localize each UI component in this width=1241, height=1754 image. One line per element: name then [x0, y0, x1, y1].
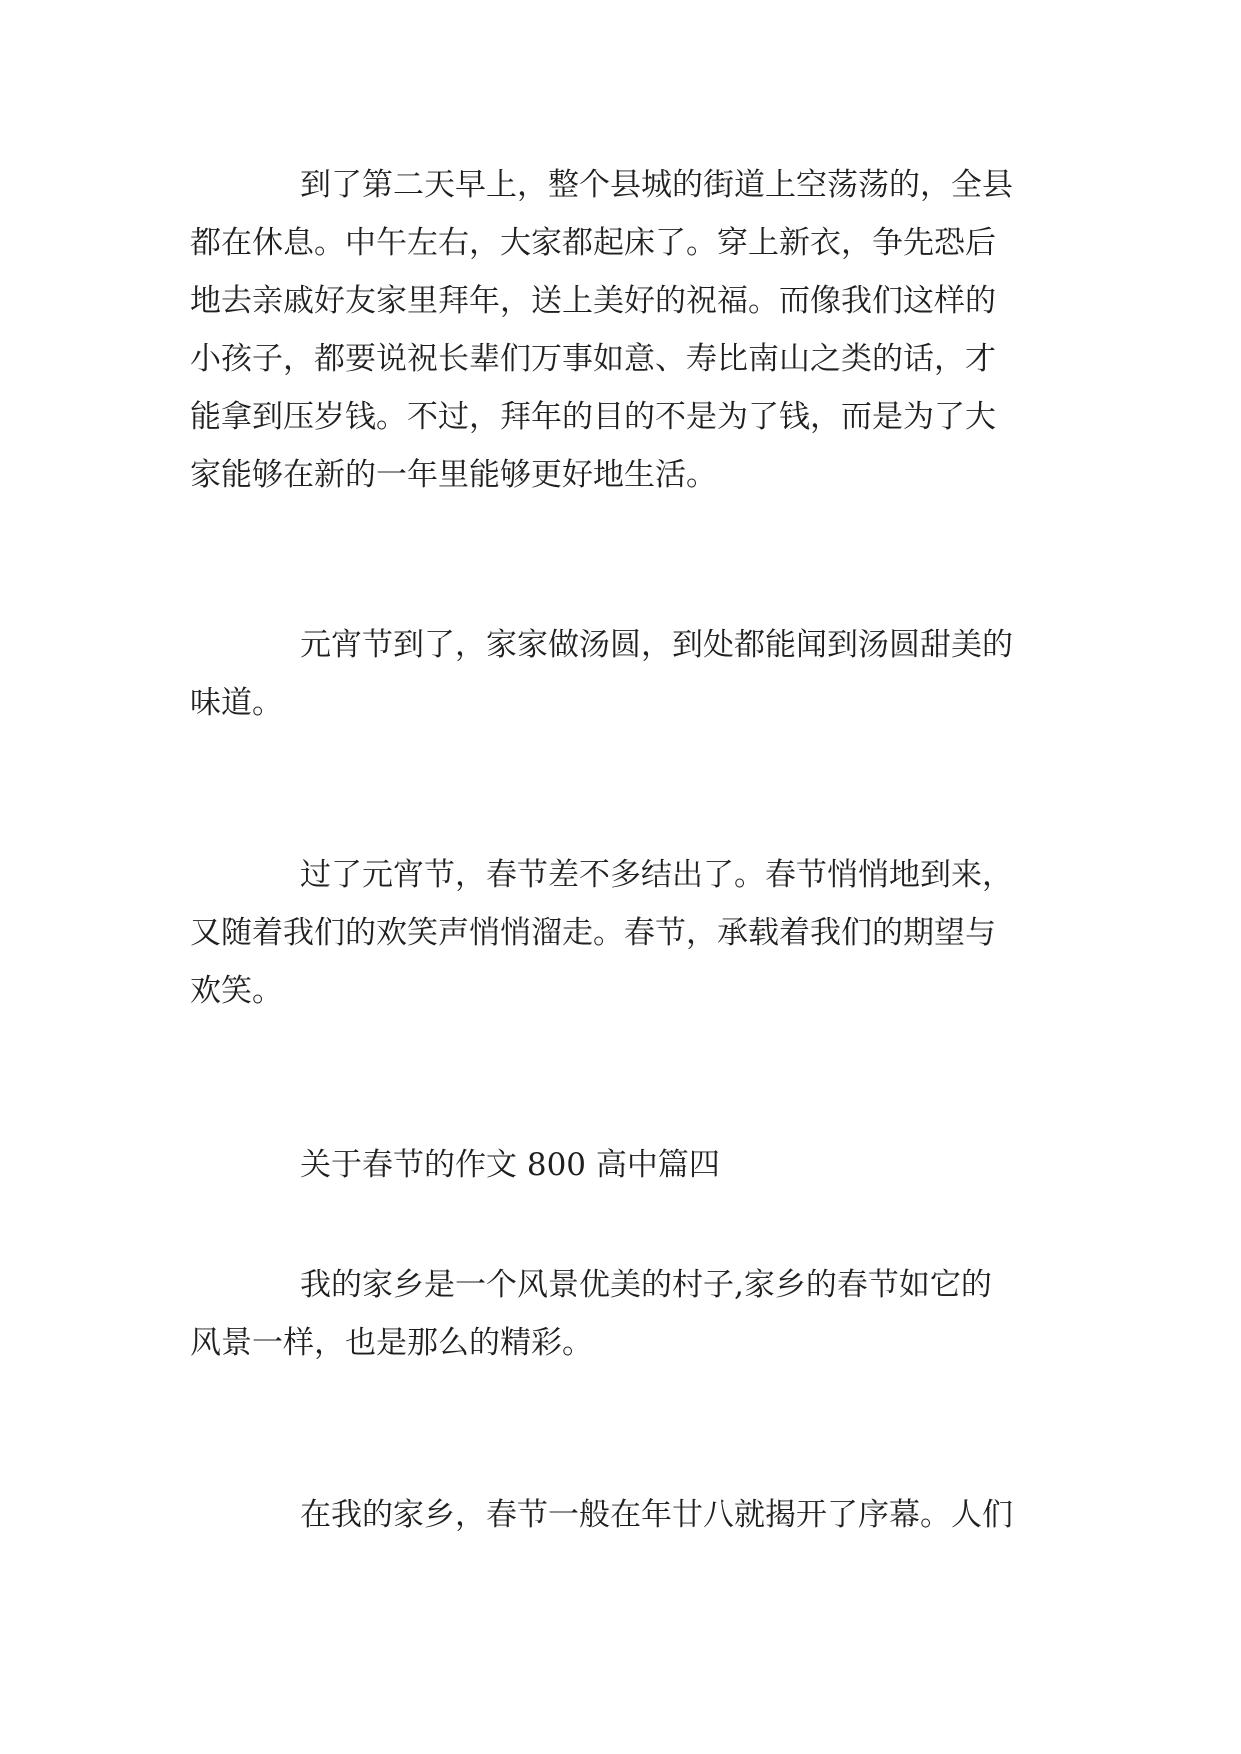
paragraph-line: 家能够在新的一年里能够更好地生活。: [190, 457, 717, 493]
paragraph-line: 都在休息。中午左右，大家都起床了。穿上新衣，争先恐后: [190, 225, 996, 261]
paragraph-line: 元宵节到了，家家做汤圆，到处都能闻到汤圆甜美的: [300, 627, 1013, 663]
paragraph-line: 又随着我们的欢笑声悄悄溜走。春节，承载着我们的期望与: [190, 915, 996, 951]
section-heading: 关于春节的作文 800 高中篇四: [300, 1147, 720, 1183]
paragraph-line: 小孩子，都要说祝长辈们万事如意、寿比南山之类的话，才: [190, 341, 996, 377]
paragraph-line: 过了元宵节，春节差不多结出了。春节悄悄地到来，: [300, 857, 1013, 893]
paragraph-line: 风景一样，也是那么的精彩。: [190, 1325, 593, 1361]
paragraph-line: 欢笑。: [190, 973, 283, 1009]
paragraph-line: 到了第二天早上，整个县城的街道上空荡荡的，全县: [300, 167, 1013, 203]
paragraph-line: 地去亲戚好友家里拜年，送上美好的祝福。而像我们这样的: [190, 283, 996, 319]
paragraph-line: 能拿到压岁钱。不过，拜年的目的不是为了钱，而是为了大: [190, 399, 996, 435]
paragraph-line: 我的家乡是一个风景优美的村子,家乡的春节如它的: [300, 1267, 992, 1303]
paragraph-line: 在我的家乡，春节一般在年廿八就揭开了序幕。人们: [300, 1497, 1013, 1533]
paragraph-line: 味道。: [190, 685, 283, 721]
